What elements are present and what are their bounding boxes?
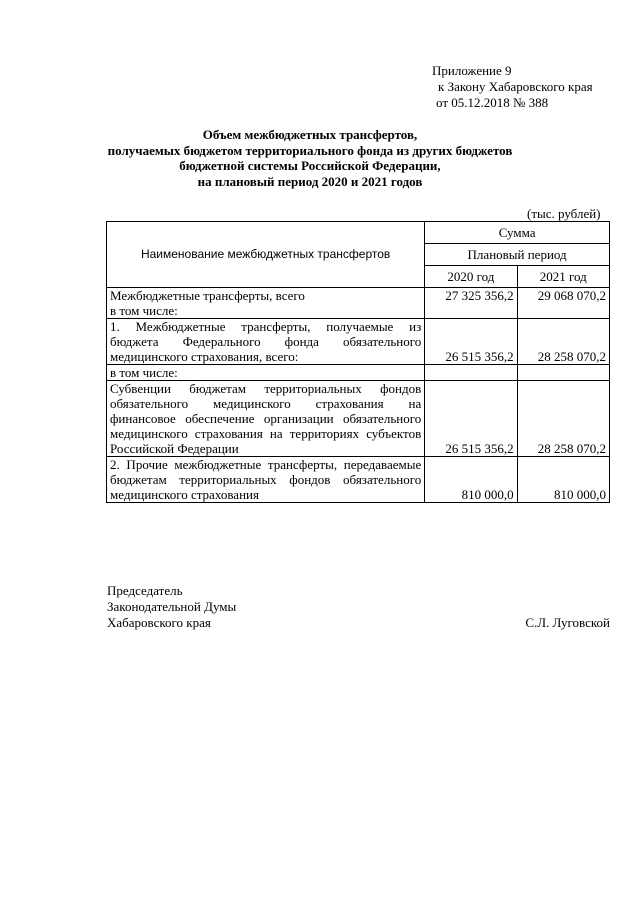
signature-position-3: Хабаровского края bbox=[107, 615, 211, 630]
appendix-date: от 05.12.2018 № 388 bbox=[436, 95, 549, 110]
row-name bbox=[107, 288, 425, 319]
table-row bbox=[107, 457, 610, 503]
appendix-law: к Закону Хабаровского края bbox=[438, 79, 593, 94]
signature-position-1: Председатель bbox=[107, 583, 183, 598]
transfers-table bbox=[106, 221, 610, 503]
row-name: 1. Межбюджетные трансферты, получаемые из бюджета Федерального фонда обязательного медицинского страхования, всего: bbox=[107, 319, 425, 365]
appendix-number: Приложение 9 bbox=[432, 63, 512, 78]
table-row bbox=[107, 365, 610, 381]
row-name: в том числе: bbox=[107, 365, 425, 381]
header-sum-cell: Сумма bbox=[425, 222, 610, 244]
row-name: Субвенции бюджетам территориальных фондов обязательного медицинского страхования на финансовое обеспечение организации обязательного медицинского страхования на территориях субъектов Российской Федерации bbox=[107, 381, 425, 457]
title-line-2: получаемых бюджетом территориального фонда из других бюджетов bbox=[107, 142, 513, 158]
header-name-cell: Наименование межбюджетных трансфертов bbox=[107, 222, 425, 288]
table-header-row bbox=[107, 222, 610, 244]
row-value-2021: 28 258 070,2 bbox=[517, 381, 609, 457]
row-value-2020: 27 325 356,2 bbox=[425, 288, 517, 319]
appendix-header bbox=[432, 63, 593, 111]
document-title bbox=[100, 127, 520, 189]
row-value-2021: 29 068 070,2 bbox=[517, 288, 609, 319]
table-row bbox=[107, 381, 610, 457]
header-year-2020: 2020 год bbox=[425, 266, 517, 288]
signature-block bbox=[107, 583, 610, 631]
row-value-2020: 26 515 356,2 bbox=[425, 381, 517, 457]
row-value-2020: 26 515 356,2 bbox=[425, 319, 517, 365]
header-year-2021: 2021 год bbox=[517, 266, 609, 288]
units-label: (тыс. рублей) bbox=[527, 206, 601, 221]
row-value-2020-empty bbox=[425, 365, 517, 381]
row-value-2021: 28 258 070,2 bbox=[517, 319, 609, 365]
row-value-2021-empty bbox=[517, 365, 609, 381]
title-line-1: Объем межбюджетных трансфертов, bbox=[202, 127, 418, 142]
title-line-4: на плановый период 2020 и 2021 годов bbox=[197, 173, 423, 189]
signature-name: С.Л. Луговской bbox=[525, 615, 610, 630]
row-value-2021: 810 000,0 bbox=[517, 457, 609, 503]
row-name: 2. Прочие межбюджетные трансферты, передаваемые бюджетам территориальных фондов обязательного медицинского страхования bbox=[107, 457, 425, 503]
signature-position-2: Законодательной Думы bbox=[107, 599, 237, 614]
row-subnote: в том числе: bbox=[110, 303, 178, 318]
header-plan-cell: Плановый период bbox=[425, 244, 610, 266]
table-row bbox=[107, 288, 610, 319]
title-line-3: бюджетной системы Российской Федерации, bbox=[179, 158, 441, 173]
table-row bbox=[107, 319, 610, 365]
row-value-2020: 810 000,0 bbox=[425, 457, 517, 503]
row-name-text: Межбюджетные трансферты, всего bbox=[110, 288, 305, 303]
